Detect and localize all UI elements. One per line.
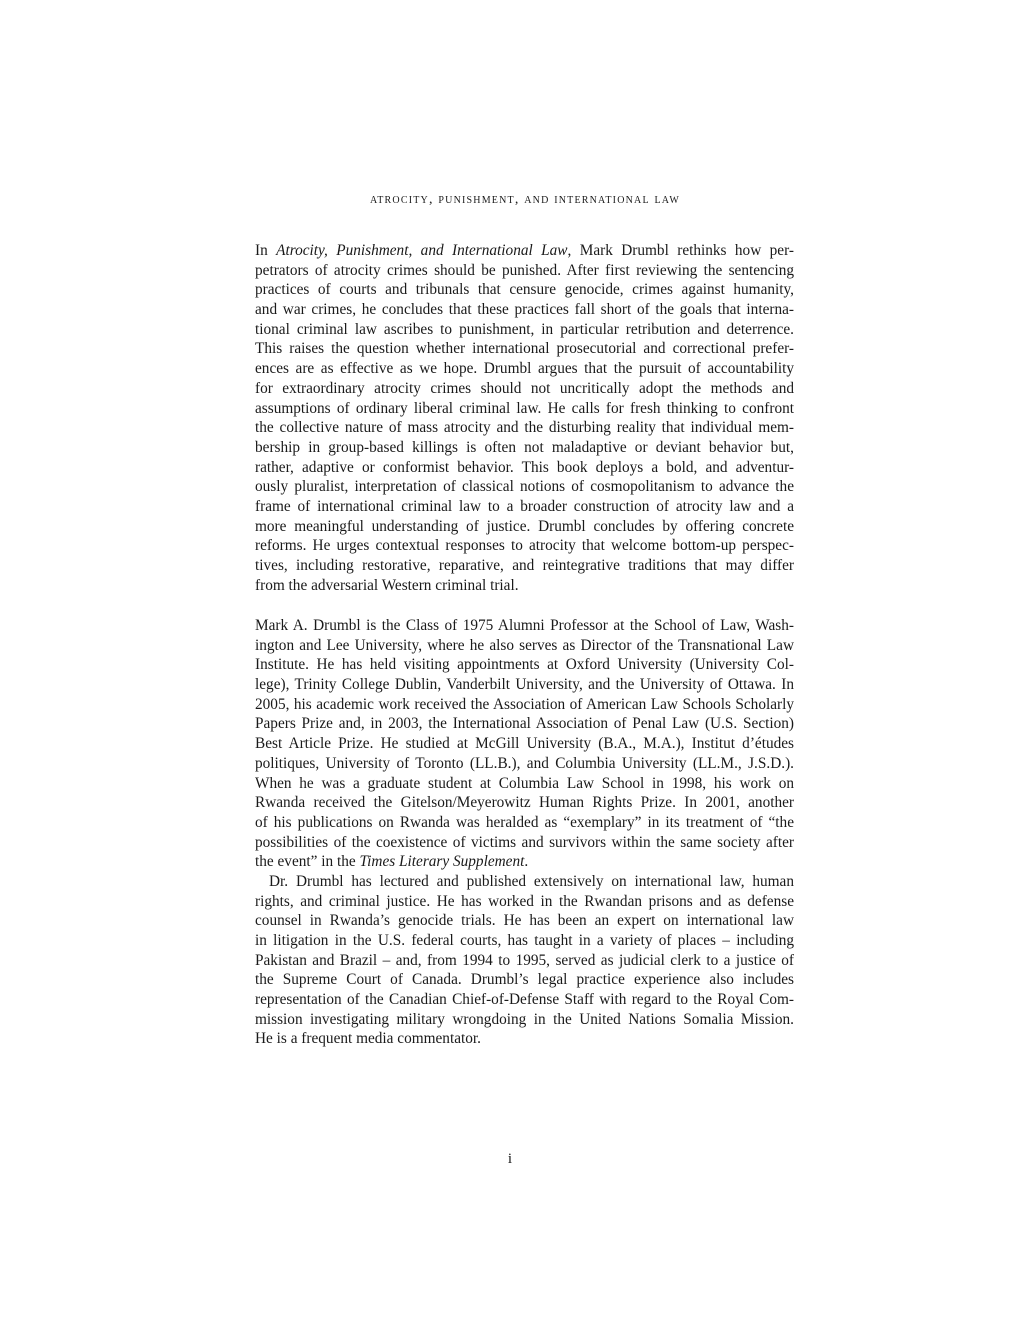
bio-line: Best Article Prize. He studied at McGill University (B.A., M.A.), Institut d’études [255, 735, 794, 753]
italic-title: Times Literary Supplement [359, 853, 525, 871]
description-line: rather, adaptive or conformist behavior. This book deploys a bold, and adventur- [255, 458, 794, 476]
bio-line: Rwanda received the Gitelson/Meyerowitz Human Rights Prize. In 2001, another [255, 794, 794, 812]
description-line: from the adversarial Western criminal trial. [255, 576, 519, 594]
bio-line: in litigation in the U.S. federal courts, has taught in a variety of places – including [255, 932, 794, 949]
page-number: i [507, 1151, 513, 1167]
author-biography [255, 616, 794, 1049]
bio-line: rights, and criminal justice. He has worked in the Rwandan prisons and as defense [255, 892, 794, 910]
description-line: assumptions of ordinary liberal criminal law. He calls for fresh thinking to confront [255, 399, 794, 417]
bio-line: politiques, University of Toronto (LL.B.), and Columbia University (LL.M., J.S.D.). [255, 754, 794, 772]
description-line: bership in group-based killings is often not maladaptive or deviant behavior but, [255, 438, 794, 456]
bio-line: of his publications on Rwanda was heralded as “exemplary” in its treatment of “the [255, 813, 794, 831]
bio-line: Dr. Drumbl has lectured and published extensively on international law, human [269, 872, 794, 890]
bio-line: ington and Lee University, where he also serves as Director of the Transnational Law [255, 636, 794, 654]
italic-title: Atrocity, Punishment, and International Law [276, 242, 568, 259]
bio-line: He is a frequent media commentator. [255, 1030, 481, 1048]
bio-line: When he was a graduate student at Columbia Law School in 1998, his work on [255, 774, 794, 792]
description-line: reforms. He urges contextual responses to atrocity that welcome bottom-up perspec- [255, 537, 794, 555]
text-segment: In [255, 242, 277, 259]
description-line: frame of international criminal law to a broader construction of atrocity law and a [255, 497, 794, 515]
text-segment: the event” in the [255, 853, 360, 871]
description-line: and war crimes, he concludes that these practices fall short of the goals that interna- [255, 301, 794, 319]
bio-line: the Supreme Court of Canada. Drumbl’s legal practice experience also includes [255, 971, 794, 989]
description-line: tional criminal law ascribes to punishment, in particular retribution and deterrence. [255, 320, 794, 338]
text-segment: . [524, 853, 529, 871]
description-line: for extraordinary atrocity crimes should not uncritically adopt the methods and [255, 379, 794, 397]
bio-line: Pakistan and Brazil – and, from 1994 to 1995, served as judicial clerk to a justice of [255, 951, 794, 969]
bio-line: lege), Trinity College Dublin, Vanderbilt University, and the University of Ottawa. In [255, 676, 794, 694]
bio-line [255, 852, 794, 872]
description-line: ences are as effective as we hope. Drumbl argues that the pursuit of accountability [255, 360, 794, 378]
page-title: atrocity, punishment, and international law [369, 192, 681, 207]
description-line [255, 241, 794, 261]
bio-line: representation of the Canadian Chief-of-Defense Staff with regard to the Royal Com- [255, 991, 794, 1009]
description-line: the collective nature of mass atrocity and the disturbing reality that individual mem- [255, 419, 794, 437]
bio-line: Papers Prize and, in 2003, the International Association of Penal Law (U.S. Section) [255, 715, 794, 733]
bio-line: counsel in Rwanda’s genocide trials. He has been an expert on international law [255, 912, 794, 930]
bio-line: Institute. He has held visiting appointments at Oxford University (University Col- [255, 656, 794, 674]
bio-line: possibilities of the coexistence of victims and survivors within the same society after [255, 833, 794, 851]
description-line: tives, including restorative, reparative, and reintegrative traditions that may differ [255, 557, 794, 574]
text-segment: , Mark Drumbl rethinks how per- [567, 242, 794, 259]
description-line: more meaningful understanding of justice. Drumbl concludes by offering concrete [255, 517, 794, 535]
bio-line: 2005, his academic work received the Association of American Law Schools Scholarly [255, 695, 794, 713]
description-line: practices of courts and tribunals that censure genocide, crimes against humanity, [255, 281, 794, 299]
bio-line: Mark A. Drumbl is the Class of 1975 Alumni Professor at the School of Law, Wash- [255, 617, 794, 634]
bio-line: mission investigating military wrongdoing in the United Nations Somalia Mission. [255, 1010, 794, 1028]
book-description [255, 241, 794, 595]
description-line: ously pluralist, interpretation of classical notions of cosmopolitanism to advance the [255, 478, 794, 496]
description-line: This raises the question whether international prosecutorial and correctional prefer- [255, 340, 794, 358]
description-line: petrators of atrocity crimes should be punished. After first reviewing the sentencing [255, 261, 794, 279]
